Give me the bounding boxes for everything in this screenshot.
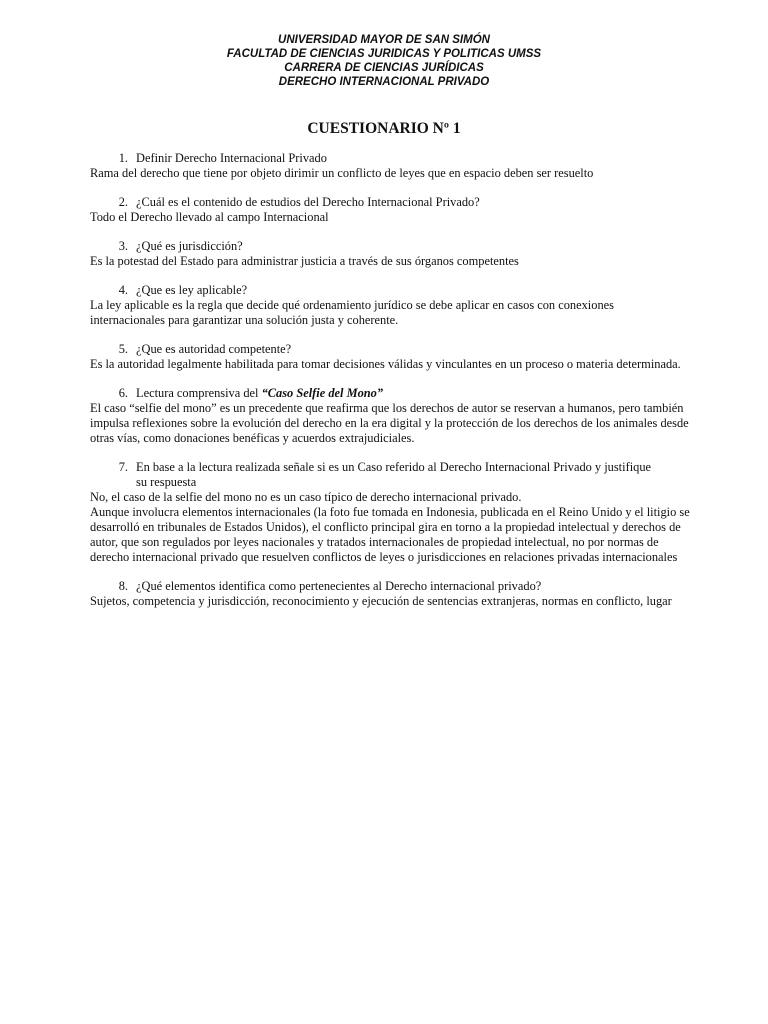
answer-paragraph: Es la potestad del Estado para administrar justicia a través de sus órganos competentes bbox=[90, 254, 519, 268]
question-item-3 bbox=[90, 239, 690, 269]
question-text: ¿Qué es jurisdicción? bbox=[136, 239, 243, 253]
question-text: En base a la lectura realizada señale si es un Caso referido al Derecho Internacional Privado y justifique su respuesta bbox=[136, 460, 652, 489]
answer-4 bbox=[90, 298, 690, 328]
answer-3 bbox=[90, 254, 690, 269]
answer-paragraph: Sujetos, competencia y jurisdicción, reconocimiento y ejecución de sentencias extranjeras, normas en conflicto, lugar bbox=[90, 594, 672, 608]
question-number: 8. bbox=[118, 579, 128, 593]
question-text: ¿Qué elementos identifica como pertenecientes al Derecho internacional privado? bbox=[136, 579, 542, 593]
answer-paragraph: El caso “selfie del mono” es un precedente que reafirma que los derechos de autor se reservan a humanos, pero también impulsa reflexiones sobre la evolución del derecho en la era digital y la protección de los derechos de los animales desde otras vías, como donaciones benéficas y acuerdos extrajudiciales. bbox=[90, 401, 689, 445]
question-3 bbox=[90, 239, 690, 254]
question-number: 2. bbox=[118, 195, 128, 209]
question-2 bbox=[90, 195, 690, 210]
answer-paragraph: Aunque involucra elementos internacionales (la foto fue tomada en Indonesia, publicada en el Reino Unido y el litigio se desarrolló en tribunales de Estados Unidos), el conflicto principal gira en torno a la propiedad intelectual y derechos de autor, que son regulados por leyes nacionales y tratados internacionales de propiedad intelectual, no por normas de derecho internacional privado que resuelven conflictos de leyes o jurisdicciones en relaciones privadas internacionales bbox=[90, 505, 690, 564]
question-item-8 bbox=[90, 579, 690, 609]
questionnaire-body bbox=[90, 151, 690, 623]
answer-2 bbox=[90, 210, 690, 225]
answer-6 bbox=[90, 401, 690, 446]
answer-7 bbox=[90, 490, 690, 565]
question-text: ¿Cuál es el contenido de estudios del Derecho Internacional Privado? bbox=[136, 195, 480, 209]
header-university: UNIVERSIDAD MAYOR DE SAN SIMÓN bbox=[278, 34, 490, 46]
answer-paragraph: Rama del derecho que tiene por objeto dirimir un conflicto de leyes que en espacio deben ser resuelto bbox=[90, 166, 594, 180]
question-1 bbox=[90, 151, 690, 166]
header-faculty: FACULTAD DE CIENCIAS JURIDICAS Y POLITICAS UMSS bbox=[226, 48, 542, 60]
question-number: 5. bbox=[118, 342, 128, 356]
answer-5 bbox=[90, 357, 690, 372]
question-number: 3. bbox=[118, 239, 128, 253]
question-6 bbox=[90, 386, 690, 401]
question-number: 7. bbox=[118, 460, 128, 474]
question-5 bbox=[90, 342, 690, 357]
header-subject: DERECHO INTERNACIONAL PRIVADO bbox=[278, 76, 490, 88]
answer-paragraph: La ley aplicable es la regla que decide qué ordenamiento jurídico se debe aplicar en casos con conexiones internacionales para garantizar una solución justa y coherente. bbox=[90, 298, 614, 327]
answer-paragraph: Es la autoridad legalmente habilitada para tomar decisiones válidas y vinculantes en un proceso o materia determinada. bbox=[90, 357, 681, 371]
question-number: 1. bbox=[118, 151, 128, 165]
question-item-5 bbox=[90, 342, 690, 372]
answer-paragraph: Todo el Derecho llevado al campo Internacional bbox=[90, 210, 329, 224]
question-item-4 bbox=[90, 283, 690, 328]
question-number: 6. bbox=[118, 386, 128, 400]
question-item-1 bbox=[90, 151, 690, 181]
question-text bbox=[136, 386, 690, 401]
answer-paragraph: No, el caso de la selfie del mono no es un caso típico de derecho internacional privado. bbox=[90, 490, 522, 504]
question-4 bbox=[90, 283, 690, 298]
question-item-6 bbox=[90, 386, 690, 446]
question-text-plain: Lectura comprensiva del bbox=[136, 386, 262, 400]
question-text: Definir Derecho Internacional Privado bbox=[136, 151, 327, 165]
document-title: CUESTIONARIO Nº 1 bbox=[307, 120, 461, 137]
case-title-emphasis: “Caso Selfie del Mono” bbox=[261, 386, 384, 400]
question-number: 4. bbox=[118, 283, 128, 297]
question-item-2 bbox=[90, 195, 690, 225]
answer-8 bbox=[90, 594, 690, 609]
answer-1 bbox=[90, 166, 690, 181]
header-career: CARRERA DE CIENCIAS JURÍDICAS bbox=[284, 62, 484, 74]
question-7 bbox=[90, 460, 690, 490]
question-item-7 bbox=[90, 460, 690, 565]
document-header bbox=[0, 33, 768, 89]
question-8 bbox=[90, 579, 690, 594]
question-text: ¿Que es ley aplicable? bbox=[136, 283, 248, 297]
question-text: ¿Que es autoridad competente? bbox=[136, 342, 292, 356]
